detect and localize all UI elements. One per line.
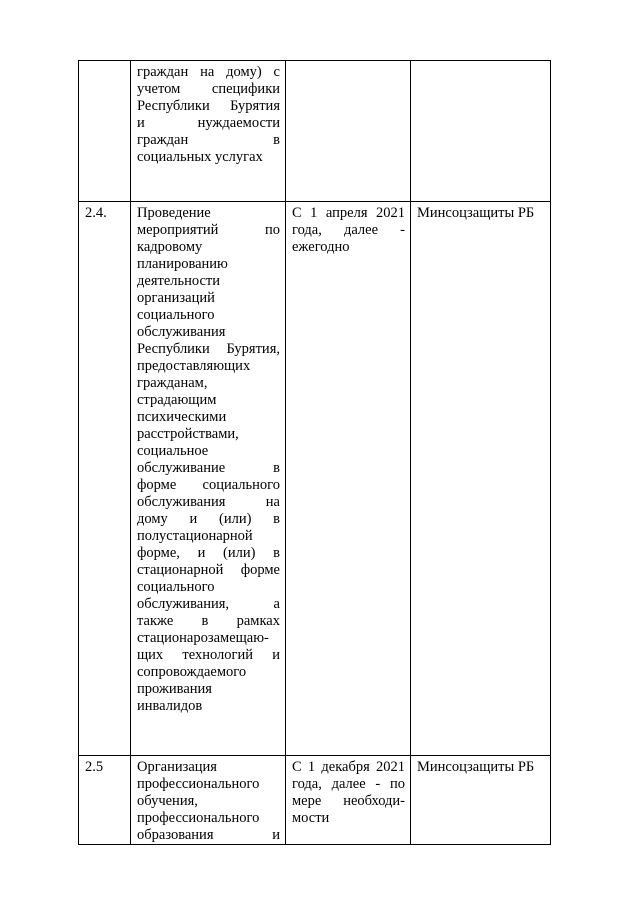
description-line: профессионального <box>137 810 260 826</box>
description-cell <box>131 202 286 756</box>
row-number-cell <box>79 61 131 202</box>
description-line: обслуживания <box>137 324 226 340</box>
description-line: профессионального <box>137 776 260 792</box>
description-line: обслуживания на <box>137 494 280 510</box>
description-line: щих технологий и <box>137 647 280 663</box>
description-line: обслуживание в <box>137 460 280 476</box>
description-line: и нуждаемости <box>137 115 280 131</box>
date-line: года, далее - по <box>292 776 405 792</box>
description-line: деятельности <box>137 273 221 289</box>
description-line: образования и <box>137 827 280 843</box>
description-line: социальное <box>137 443 209 459</box>
date-line: С 1 апреля 2021 <box>292 205 405 221</box>
table-row <box>79 756 551 845</box>
description-line: инвалидов <box>137 698 203 714</box>
date-line: ежегодно <box>292 239 350 255</box>
description-line: социального <box>137 579 215 595</box>
table-row <box>79 202 551 756</box>
description-line: Организация <box>137 759 217 775</box>
description-line: полустационарной <box>137 528 253 544</box>
description-line: обучения, <box>137 793 198 809</box>
description-line: планированию <box>137 256 228 272</box>
description-line: дому и (или) в <box>137 511 280 527</box>
description-line: стационарной форме <box>137 562 280 578</box>
table-row <box>79 61 551 202</box>
description-line: кадровому <box>137 239 203 255</box>
date-line: мере необходи- <box>292 793 405 809</box>
measures-table <box>78 60 551 845</box>
description-line: стационарозамещаю- <box>137 630 269 646</box>
description-line: проживания <box>137 681 212 697</box>
organization-cell <box>411 61 551 202</box>
description-line: форме социального <box>137 477 280 493</box>
date-cell <box>286 202 411 756</box>
description-line: граждан в <box>137 132 280 148</box>
row-number-cell: 2.5 <box>79 756 131 845</box>
description-line: форме, и (или) в <box>137 545 280 561</box>
organization-name: Минсоцзащиты РБ <box>417 759 535 775</box>
description-line: обслуживания, а <box>137 596 280 612</box>
description-line: психическими <box>137 409 227 425</box>
description-line: сопровождаемого <box>137 664 247 680</box>
date-line: С 1 декабря 2021 <box>292 759 405 775</box>
date-cell <box>286 61 411 202</box>
description-cell <box>131 61 286 202</box>
description-line: предоставляющих <box>137 358 251 374</box>
description-line: также в рамках <box>137 613 280 629</box>
description-line: Проведение <box>137 205 211 221</box>
description-line: Республики Бурятия <box>137 98 280 114</box>
description-line: страдающим <box>137 392 217 408</box>
description-cell <box>131 756 286 845</box>
date-line: мости <box>292 810 330 826</box>
description-line: граждан на дому) с <box>137 64 280 80</box>
organization-cell <box>411 756 551 845</box>
organization-cell <box>411 202 551 756</box>
row-number-cell: 2.4. <box>79 202 131 756</box>
description-line: организаций <box>137 290 215 306</box>
description-line: Республики Бурятия, <box>137 341 280 357</box>
description-line: социального <box>137 307 215 323</box>
description-line: расстройствами, <box>137 426 239 442</box>
organization-name: Минсоцзащиты РБ <box>417 205 535 221</box>
description-line: гражданам, <box>137 375 208 391</box>
description-line: мероприятий по <box>137 222 280 238</box>
date-line: года, далее - <box>292 222 405 238</box>
description-line: учетом специфики <box>137 81 280 97</box>
description-line: социальных услугах <box>137 149 263 165</box>
date-cell <box>286 756 411 845</box>
